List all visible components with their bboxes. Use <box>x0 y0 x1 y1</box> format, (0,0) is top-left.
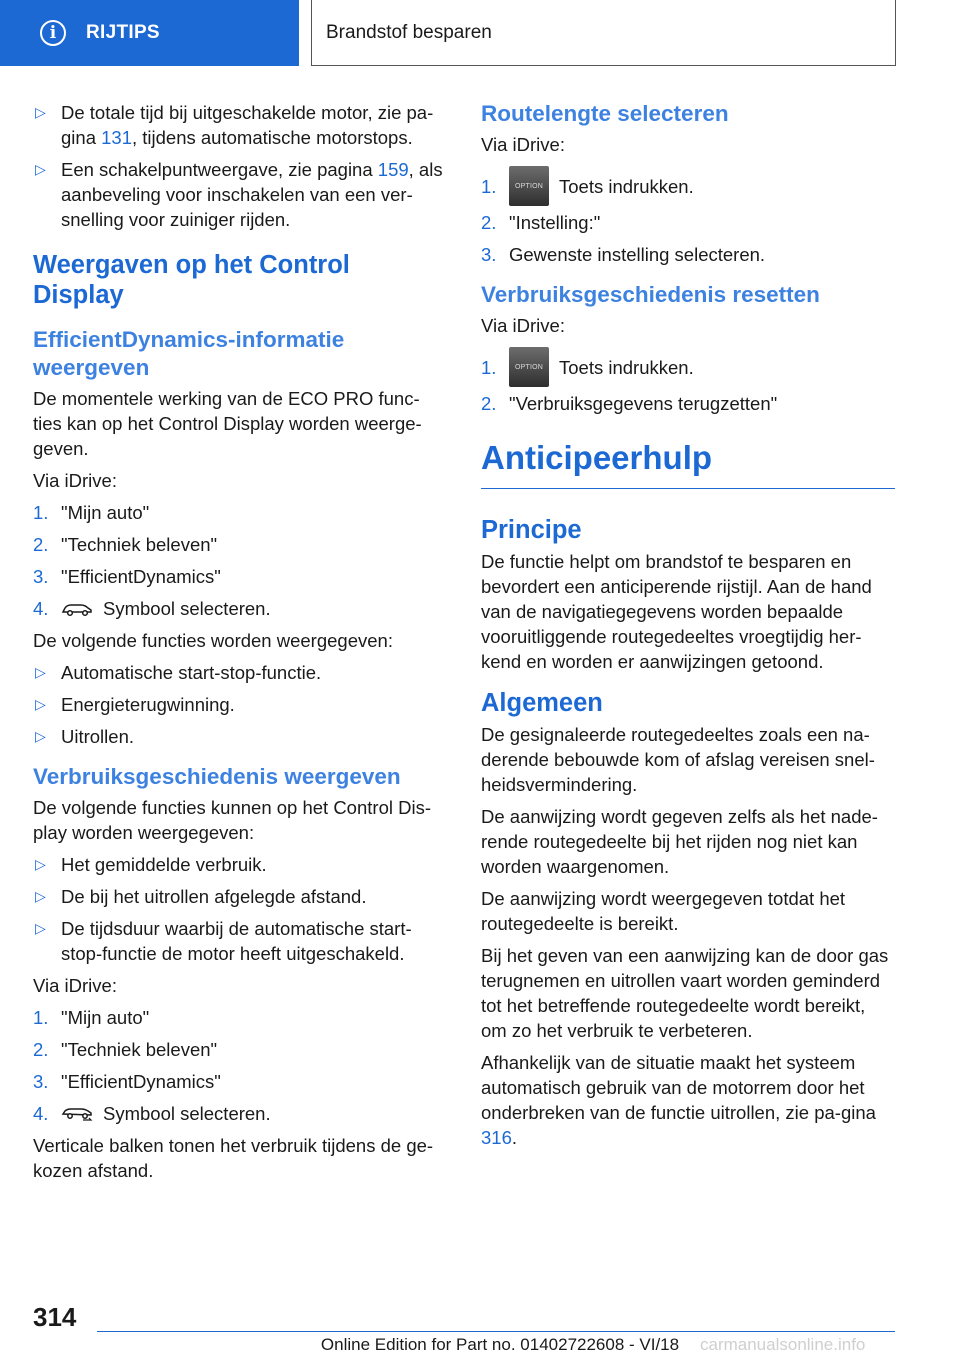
chapter-heading: Anticipeerhulp <box>481 438 895 489</box>
triangle-bullet-icon: ▷ <box>35 856 46 872</box>
list-item: ▷ Een schakelpuntweergave, zie pagina 159, als aanbeveling voor inschakelen van een ver-snelling voor zuiniger rijden. <box>35 159 443 230</box>
list-item: 3. "EfficientDynamics" <box>33 1071 221 1092</box>
steps-list <box>481 345 895 416</box>
page-link[interactable]: 159 <box>377 159 409 180</box>
steps-list <box>33 500 447 621</box>
bullet-list-stats <box>33 100 447 232</box>
paragraph: Bij het geven van een aanwijzing kan de door gas terugnemen en uitrollen vaart worden geminderd tot het betreffende routegedeelte wordt bereikt, om zo het verbruik te verbeteren. <box>481 945 889 1041</box>
heading-control-display: Weergaven op het Control Display <box>33 251 350 309</box>
heading-algemeen: Algemeen <box>481 689 603 717</box>
list-item: 2. "Instelling:" <box>481 212 601 233</box>
chapter-tab[interactable] <box>0 0 299 66</box>
triangle-bullet-icon: ▷ <box>35 888 46 904</box>
list-item: ▷ Automatische start-stop-functie. <box>35 662 322 683</box>
paragraph: Via iDrive: <box>481 315 565 336</box>
option-button-icon: OPTION <box>509 347 549 387</box>
left-column <box>33 100 447 1190</box>
list-item: 4. Symbool selecteren. <box>33 598 271 619</box>
paragraph: De aanwijzing wordt gegeven zelfs als het nade-rende routegedeelte bij het rijden nog niet kan worden waargenomen. <box>481 806 878 877</box>
car-symbol-icon <box>61 601 93 617</box>
section-title: Brandstof besparen <box>311 0 896 66</box>
edition-note: Online Edition for Part no. 01402722608 - VI/18 <box>320 1335 680 1354</box>
triangle-bullet-icon: ▷ <box>35 920 46 936</box>
heading-history: Verbruiksgeschiedenis weergeven <box>33 764 401 789</box>
paragraph: De gesignaleerde routegedeeltes zoals een na-derende bebouwde kom of afslag vereisen snel-heidsvermindering. <box>481 724 875 795</box>
heading-reset-history: Verbruiksgeschiedenis resetten <box>481 282 820 307</box>
chapter-tab-label: RIJTIPS <box>86 22 160 43</box>
paragraph: De momentele werking van de ECO PRO func-ties kan op het Control Display worden weerge-geven. <box>33 388 422 459</box>
list-item: 2. "Techniek beleven" <box>33 534 218 555</box>
paragraph: Via iDrive: <box>481 134 565 155</box>
list-item: 1. "Mijn auto" <box>33 1007 150 1028</box>
option-button-icon: OPTION <box>509 166 549 206</box>
paragraph: De functie helpt om brandstof te besparen en bevordert een anticiperende rijstijl. Aan de hand van de navigatiegegevens worden bepaalde vooruitliggende routegedeeltes vroegtijdig her-kend en worden er aanwijzingen getoond. <box>481 551 872 672</box>
paragraph: De volgende functies kunnen op het Control Dis-play worden weergegeven: <box>33 797 431 843</box>
triangle-bullet-icon: ▷ <box>35 696 46 712</box>
right-column <box>481 100 895 1157</box>
list-item: 1. OPTION Toets indrukken. <box>481 345 895 389</box>
list-item: 3. Gewenste instelling selecteren. <box>481 244 766 265</box>
page-number: 314 <box>33 1302 77 1332</box>
page-link[interactable]: 131 <box>101 127 132 148</box>
list-item: 1. OPTION Toets indrukken. <box>481 164 895 208</box>
list-item: 1. "Mijn auto" <box>33 502 150 523</box>
steps-list <box>33 1005 447 1126</box>
paragraph: De aanwijzing wordt weergegeven totdat het routegedeelte is bereikt. <box>481 888 846 934</box>
watermark: carmanualsonline.info <box>700 1335 866 1354</box>
bullet-list-functions <box>33 660 447 749</box>
paragraph: Verticale balken tonen het verbruik tijdens de ge-kozen afstand. <box>33 1135 434 1181</box>
list-item: ▷ De totale tijd bij uitgeschakelde motor, zie pa-gina 131, tijdens automatische motorstops. <box>35 102 434 148</box>
footer-divider <box>97 1331 895 1332</box>
triangle-bullet-icon: ▷ <box>35 664 46 680</box>
paragraph: De volgende functies worden weergegeven: <box>33 630 393 651</box>
page-link[interactable]: 316 <box>481 1127 512 1148</box>
list-item: ▷ Uitrollen. <box>35 726 134 747</box>
list-item: ▷ Energieterugwinning. <box>35 694 235 715</box>
paragraph: Afhankelijk van de situatie maakt het systeem automatisch gebruik van de motorrem door het onderbreken van de functie uitrollen, zie pa-gina 316. <box>481 1052 876 1148</box>
heading-principe: Principe <box>481 516 582 544</box>
list-item: 2. "Techniek beleven" <box>33 1039 218 1060</box>
triangle-bullet-icon: ▷ <box>35 161 46 177</box>
list-item: 3. "EfficientDynamics" <box>33 566 221 587</box>
list-item: ▷ De tijdsduur waarbij de automatische start-stop-functie de motor heeft uitgeschakeld. <box>35 918 412 964</box>
list-item: ▷ Het gemiddelde verbruik. <box>35 854 267 875</box>
car-consumption-icon <box>61 1106 93 1122</box>
list-item: 2. "Verbruiksgegevens terugzetten" <box>481 393 778 414</box>
heading-route-length: Routelengte selecteren <box>481 101 729 126</box>
steps-list <box>481 164 895 267</box>
list-item: ▷ De bij het uitrollen afgelegde afstand. <box>35 886 367 907</box>
paragraph: Via iDrive: <box>33 470 117 491</box>
triangle-bullet-icon: ▷ <box>35 728 46 744</box>
paragraph: Via iDrive: <box>33 975 117 996</box>
triangle-bullet-icon: ▷ <box>35 104 46 120</box>
heading-efficientdynamics: EfficientDynamics-informatie weergeven <box>33 327 345 380</box>
list-item: 4. Symbool selecteren. <box>33 1103 271 1124</box>
bullet-list-history <box>33 852 447 966</box>
info-icon: i <box>40 20 66 46</box>
